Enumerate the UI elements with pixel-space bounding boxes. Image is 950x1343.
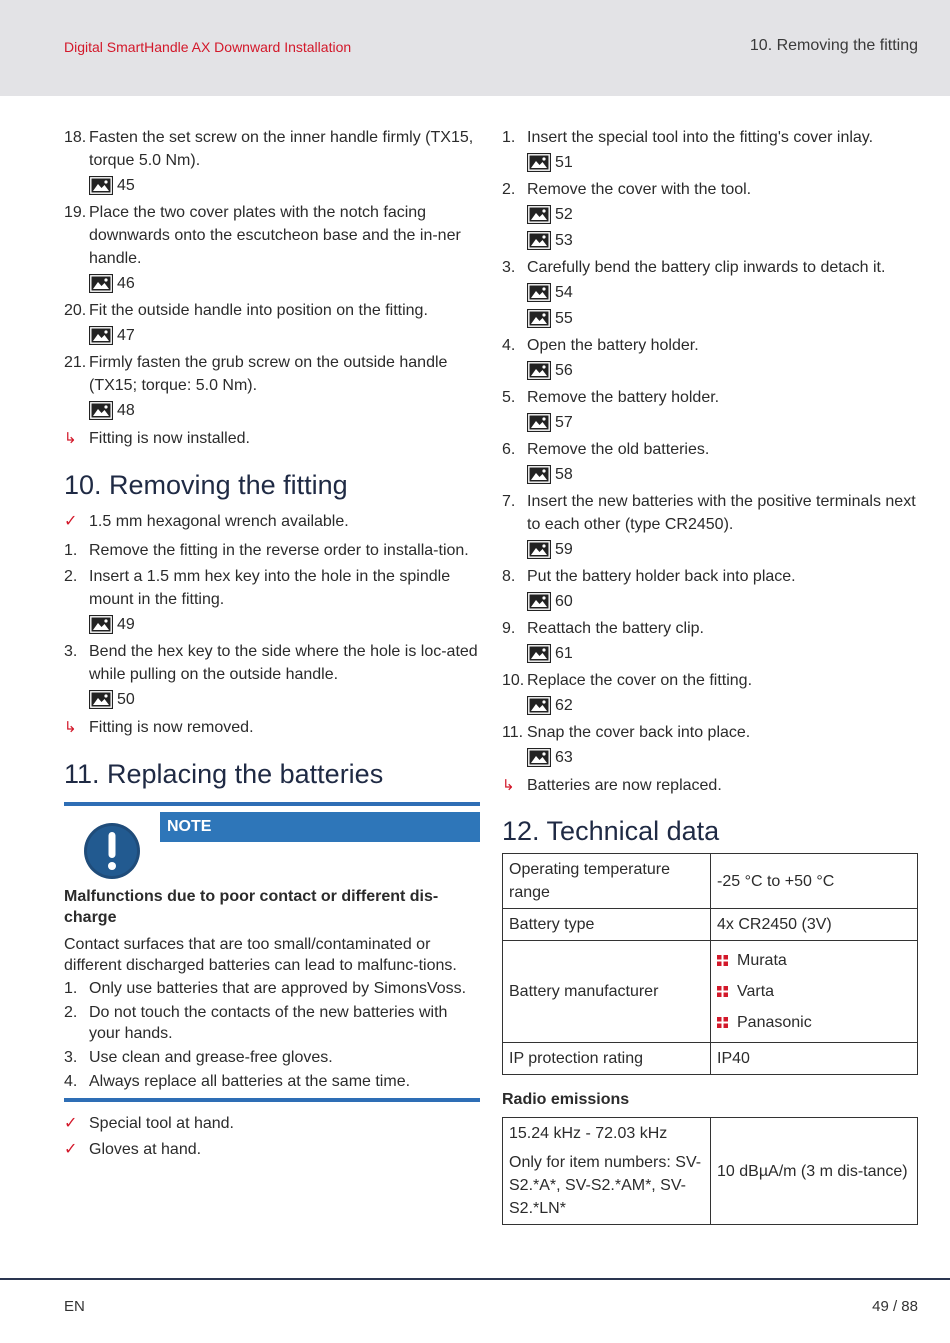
- list-item: [502, 617, 918, 666]
- figure-number: 55: [555, 309, 573, 327]
- figure-reference[interactable]: [89, 172, 480, 198]
- figure-reference[interactable]: [527, 305, 918, 331]
- image-icon: [527, 231, 551, 250]
- step-text: Place the two cover plates with the notch facing downwards onto the escutcheon base and the in-ner handle.: [89, 204, 461, 267]
- list-item: [502, 334, 918, 383]
- result-arrow-icon: ↳: [64, 719, 77, 736]
- list-item: [64, 640, 480, 712]
- image-icon: [89, 401, 113, 420]
- step-text: Insert the new batteries with the positive terminals next to each other (type CR2450).: [527, 493, 916, 533]
- step-number: 20.: [64, 302, 87, 319]
- step-number: 18.: [64, 129, 87, 146]
- checkmark-icon: ✓: [64, 513, 78, 530]
- list-item: Murata: [717, 945, 911, 976]
- item-numbers: Only for item numbers: SV-S2.*A*, SV-S2.*AM*, SV-S2.*LN*: [509, 1154, 702, 1217]
- image-icon: [527, 540, 551, 559]
- figure-reference[interactable]: [527, 461, 918, 487]
- list-item: [502, 721, 918, 770]
- step-text: Use clean and grease-free gloves.: [89, 1049, 333, 1066]
- table-cell: Battery type: [503, 909, 711, 941]
- technical-data-table: [502, 853, 918, 1075]
- checkmark-icon: ✓: [64, 1115, 78, 1132]
- list-item: [64, 1047, 480, 1068]
- table-cell: -25 °C to +50 °C: [711, 854, 918, 909]
- step-number: 11.: [502, 724, 524, 741]
- figure-number: 48: [117, 401, 135, 419]
- figure-number: 49: [117, 615, 135, 633]
- figure-number: 47: [117, 326, 135, 344]
- image-icon: [527, 283, 551, 302]
- figure-reference[interactable]: [527, 279, 918, 305]
- step-number: 7.: [502, 493, 516, 510]
- prerequisite-item: ✓ 1.5 mm hexagonal wrench available.: [64, 510, 480, 533]
- step-text: Reattach the battery clip.: [527, 620, 704, 637]
- figure-number: 50: [117, 690, 135, 708]
- step-number: 1.: [64, 980, 78, 997]
- step-text: Bend the hex key to the side where the hole is loc-ated while pulling on the outside handle.: [89, 643, 478, 683]
- figure-number: 45: [117, 176, 135, 194]
- figure-reference[interactable]: [89, 397, 480, 423]
- step-number: 3.: [64, 643, 78, 660]
- figure-number: 51: [555, 153, 573, 171]
- figure-number: 46: [117, 274, 135, 292]
- figure-reference[interactable]: [89, 611, 480, 637]
- image-icon: [527, 592, 551, 611]
- list-item: [64, 126, 480, 198]
- step-number: 10.: [502, 672, 525, 689]
- image-icon: [527, 696, 551, 715]
- result-line: ↳ Batteries are now replaced.: [502, 774, 918, 797]
- figure-reference[interactable]: [527, 588, 918, 614]
- image-icon: [527, 361, 551, 380]
- result-line: ↳ Fitting is now installed.: [64, 427, 480, 450]
- step-number: 3.: [502, 259, 516, 276]
- list-item: [502, 565, 918, 614]
- radio-emissions-heading: Radio emissions: [502, 1091, 630, 1108]
- figure-number: 54: [555, 283, 573, 301]
- list-item: [64, 351, 480, 423]
- table-row: [503, 1043, 918, 1075]
- image-icon: [527, 153, 551, 172]
- figure-reference[interactable]: [89, 322, 480, 348]
- image-icon: [89, 690, 113, 709]
- step-number: 2.: [64, 568, 78, 585]
- figure-reference[interactable]: [89, 686, 480, 712]
- image-icon: [89, 615, 113, 634]
- image-icon: [527, 309, 551, 328]
- list-item: [502, 178, 918, 253]
- prerequisite-item: ✓ Special tool at hand.: [64, 1112, 480, 1135]
- step-number: 9.: [502, 620, 516, 637]
- page-header: [0, 0, 950, 96]
- figure-reference[interactable]: [527, 409, 918, 435]
- step-text: Put the battery holder back into place.: [527, 568, 796, 585]
- figure-reference[interactable]: [527, 227, 918, 253]
- note-bottom-rule: [64, 1098, 480, 1102]
- step-number: 1.: [502, 129, 516, 146]
- step-number: 2.: [502, 181, 516, 198]
- step-number: 3.: [64, 1049, 78, 1066]
- exclamation-icon: [83, 822, 141, 885]
- step-number: 5.: [502, 389, 516, 406]
- chapter-title: 10. Removing the fitting: [749, 37, 918, 54]
- list-item: [64, 201, 480, 296]
- bullet-icon: [717, 955, 728, 966]
- step-text: Replace the cover on the fitting.: [527, 672, 753, 689]
- left-column: [64, 126, 480, 1164]
- step-text: Remove the cover with the tool.: [527, 181, 752, 198]
- list-item: [64, 1071, 480, 1092]
- prerequisite-item: ✓ Gloves at hand.: [64, 1138, 480, 1161]
- step-text: Always replace all batteries at the same time.: [89, 1073, 411, 1090]
- table-cell: 4x CR2450 (3V): [711, 909, 918, 941]
- figure-number: 60: [555, 592, 573, 610]
- list-item: [502, 126, 918, 175]
- figure-reference[interactable]: [527, 640, 918, 666]
- note-title: Malfunctions due to poor contact or different dis-charge: [64, 888, 439, 926]
- section-heading: 11. Replacing the batteries: [64, 759, 384, 789]
- section-heading: 10. Removing the fitting: [64, 470, 348, 500]
- figure-reference[interactable]: [527, 149, 918, 175]
- table-cell: 10 dBµA/m (3 m dis-tance): [711, 1118, 918, 1225]
- table-row: [503, 941, 918, 1043]
- step-text: Do not touch the contacts of the new batteries with your hands.: [89, 1004, 448, 1042]
- figure-number: 53: [555, 231, 573, 249]
- list-item: [64, 1002, 480, 1044]
- figure-number: 63: [555, 748, 573, 766]
- step-text: Insert a 1.5 mm hex key into the hole in the spindle mount in the fitting.: [89, 568, 451, 608]
- image-icon: [89, 176, 113, 195]
- note-box: [64, 802, 480, 1102]
- document-title: Digital SmartHandle AX Downward Installation: [64, 39, 352, 55]
- step-text: Carefully bend the battery clip inwards to detach it.: [527, 259, 886, 276]
- list-item: [64, 299, 480, 348]
- bullet-icon: [717, 986, 728, 997]
- step-number: 2.: [64, 1004, 78, 1021]
- step-number: 19.: [64, 204, 87, 221]
- radio-emissions-table: [502, 1117, 918, 1225]
- table-cell: [503, 1118, 711, 1225]
- frequency-range: 15.24 kHz - 72.03 kHz: [509, 1125, 668, 1142]
- note-label: NOTE: [160, 812, 480, 842]
- checkmark-icon: ✓: [64, 1141, 78, 1158]
- figure-number: 59: [555, 540, 573, 558]
- list-item: Varta: [717, 976, 911, 1007]
- step-text: Insert the special tool into the fitting's cover inlay.: [527, 129, 874, 146]
- step-text: Fit the outside handle into position on the fitting.: [89, 302, 428, 319]
- table-cell: IP protection rating: [503, 1043, 711, 1075]
- table-cell: [711, 941, 918, 1043]
- figure-number: 58: [555, 465, 573, 483]
- figure-reference[interactable]: [527, 692, 918, 718]
- figure-number: 62: [555, 696, 573, 714]
- step-number: 8.: [502, 568, 516, 585]
- list-item: Panasonic: [717, 1007, 911, 1038]
- footer-rule: [0, 1278, 950, 1280]
- image-icon: [527, 205, 551, 224]
- table-cell: Battery manufacturer: [503, 941, 711, 1043]
- list-item: [502, 256, 918, 331]
- section-heading: 12. Technical data: [502, 816, 720, 846]
- step-text: Open the battery holder.: [527, 337, 699, 354]
- list-item: [502, 386, 918, 435]
- step-text: Remove the fitting in the reverse order to installa-tion.: [89, 542, 469, 559]
- figure-number: 56: [555, 361, 573, 379]
- figure-reference[interactable]: [89, 270, 480, 296]
- language-code: EN: [64, 1298, 85, 1315]
- list-item: [64, 978, 480, 999]
- step-number: 6.: [502, 441, 516, 458]
- bullet-icon: [717, 1017, 728, 1028]
- list-item: [64, 539, 480, 562]
- figure-reference[interactable]: [527, 744, 918, 770]
- image-icon: [527, 413, 551, 432]
- step-text: Snap the cover back into place.: [527, 724, 751, 741]
- right-column: [502, 126, 918, 1225]
- step-text: Fasten the set screw on the inner handle firmly (TX15, torque 5.0 Nm).: [89, 129, 474, 169]
- image-icon: [527, 465, 551, 484]
- list-item: [502, 490, 918, 562]
- step-number: 4.: [64, 1073, 78, 1090]
- figure-number: 61: [555, 644, 573, 662]
- table-row: [503, 909, 918, 941]
- result-arrow-icon: ↳: [502, 777, 515, 794]
- figure-reference[interactable]: [527, 357, 918, 383]
- list-item: [64, 565, 480, 637]
- image-icon: [89, 274, 113, 293]
- figure-number: 57: [555, 413, 573, 431]
- result-line: ↳ Fitting is now removed.: [64, 716, 480, 739]
- step-text: Firmly fasten the grub screw on the outside handle (TX15; torque: 5.0 Nm).: [89, 354, 448, 394]
- list-item: [502, 669, 918, 718]
- step-text: Remove the old batteries.: [527, 441, 710, 458]
- step-number: 21.: [64, 354, 87, 371]
- table-row: [503, 854, 918, 909]
- list-item: [502, 438, 918, 487]
- step-number: 1.: [64, 542, 78, 559]
- step-text: Remove the battery holder.: [527, 389, 720, 406]
- result-arrow-icon: ↳: [64, 430, 77, 447]
- image-icon: [527, 748, 551, 767]
- table-cell: Operating temperature range: [503, 854, 711, 909]
- table-cell: IP40: [711, 1043, 918, 1075]
- note-body: Contact surfaces that are too small/contaminated or different discharged batteries can lead to malfunc-tions.: [64, 936, 457, 974]
- step-number: 4.: [502, 337, 516, 354]
- step-text: Only use batteries that are approved by SimonsVoss.: [89, 980, 467, 997]
- image-icon: [527, 644, 551, 663]
- figure-number: 52: [555, 205, 573, 223]
- figure-reference[interactable]: [527, 201, 918, 227]
- image-icon: [89, 326, 113, 345]
- table-row: [503, 1118, 918, 1225]
- page-number: 49 / 88: [872, 1298, 918, 1315]
- figure-reference[interactable]: [527, 536, 918, 562]
